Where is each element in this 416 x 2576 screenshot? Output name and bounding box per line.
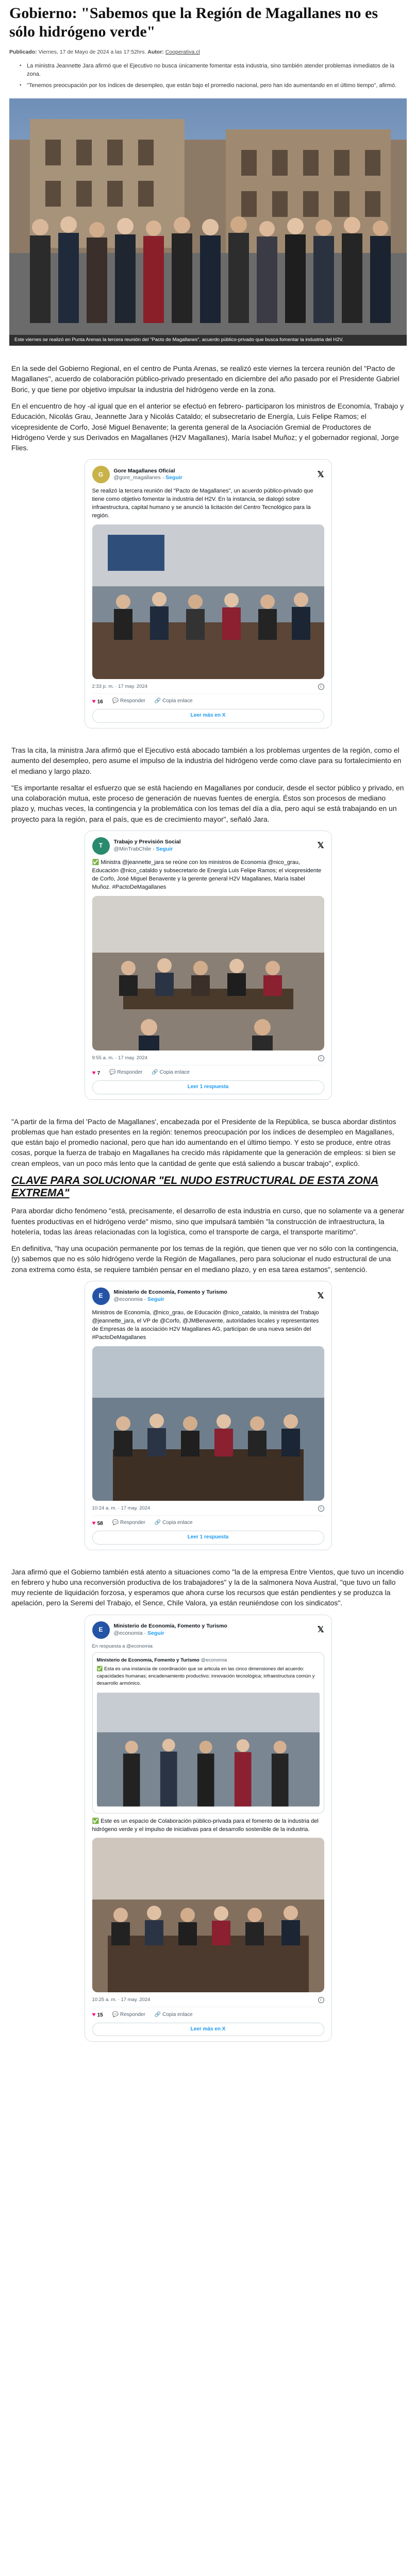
lead-item: ▪ La ministra Jeannette Jara afirmó que el Ejecutivo no busca únicamente fomentar esta industria, sino también atender problemas inmediatos de la zona.: [20, 62, 407, 79]
reply-button[interactable]: [112, 2011, 145, 2019]
link-icon: 🔗: [152, 1070, 160, 1076]
x-logo-icon[interactable]: 𝕏: [317, 841, 324, 851]
x-logo-icon[interactable]: 𝕏: [317, 1292, 324, 1301]
paragraph-6: Para abordar dicho fenómeno "está, precisamente, el desarrollo de esta industria en curso, que no solamente va a generar fuentes productivas en el hidrógeno verde" mismo, sino que impulsará también "la construcción de infraestructura, la hotelería, todas las áreas relacionadas con la logística, como el transporte de carga, el transporte marítimo".: [11, 1207, 405, 1236]
quoted-tweet-header: [97, 1657, 320, 1664]
tweet-author-handle[interactable]: @MinTrabChile: [113, 846, 152, 852]
paragraph-2: En el encuentro de hoy -al igual que en el anterior se efectuó en febrero- participaron los ministros de Economía, Trabajo y Educación, Nicolás Grau, Jeannette Jara y Nicolás Cataldo; el subsecretario de Energía, Luis Felipe Ramos; el vicepresidente de Corfo, José Miguel Benavente; la gerenta general de la Asociación Gremial de Productores de Hidrógeno Verde y sus Derivados en Magallanes (H2V Magallanes), María Isabel Muñoz; y el gobernador regional, Jorge Flies.: [11, 401, 404, 452]
tweet-header: [92, 1621, 324, 1639]
read-more-button[interactable]: Leer más en X: [92, 709, 324, 723]
tweet-timestamp[interactable]: [92, 1055, 324, 1062]
copy-link-button[interactable]: [155, 2011, 193, 2019]
link-icon: 🔗: [154, 698, 163, 704]
meeting-photo-illustration: [97, 1690, 320, 1809]
tweet-author: Ministerio de Economía, Fomento y Turismo @economia · Seguir: [114, 1289, 318, 1303]
follow-button[interactable]: Seguir: [156, 846, 173, 852]
paragraph-3: Tras la cita, la ministra Jara afirmó que el Ejecutivo está abocado también a los problemas urgentes de la región, como el aumento del desempleo, pero asume el impulso de la industria del hidrógeno verde como clave para su fortalecimiento en el mediano y largo plazo.: [11, 745, 402, 775]
tweet-actions: [92, 1515, 324, 1528]
article-lead-list: [9, 62, 407, 90]
tweet-author-name[interactable]: Gore Magallanes Oficial: [113, 467, 175, 474]
read-replies-button[interactable]: Leer 1 respuesta: [92, 1080, 324, 1094]
x-logo-icon[interactable]: 𝕏: [317, 470, 324, 479]
follow-button[interactable]: Seguir: [147, 1296, 164, 1303]
article-meta: [9, 48, 407, 56]
lead-item: ▪ "Tenemos preocupación por los índices de desempleo, que están bajo el promedio nacional, pero han ido aumentando en el último tiempo", afirmó.: [20, 82, 407, 90]
meeting-photo-illustration: [92, 1838, 324, 1992]
reply-label: Responder: [117, 1070, 143, 1076]
like-button[interactable]: [92, 1519, 103, 1528]
meta-author-label: Autor:: [147, 49, 164, 55]
link-icon: 🔗: [154, 1520, 163, 1526]
embedded-tweet[interactable]: [85, 459, 332, 728]
copy-link-button[interactable]: [155, 1519, 193, 1527]
meeting-photo-illustration: [92, 524, 324, 679]
x-logo-icon[interactable]: 𝕏: [317, 1625, 324, 1635]
reply-label: Responder: [120, 2011, 145, 2018]
embedded-tweet[interactable]: [85, 1615, 332, 2042]
tweet-time-text: 10:24 a. m. · 17 may. 2024: [92, 1505, 151, 1511]
quoted-author-name: Ministerio de Economía, Fomento y Turismo: [96, 1657, 199, 1663]
quoted-author-handle: @economia: [201, 1657, 227, 1663]
reply-icon: 💬: [112, 698, 120, 704]
like-count: 58: [97, 1520, 103, 1527]
reply-icon: 💬: [109, 1070, 118, 1076]
tweet-actions: [92, 1065, 324, 1078]
paragraph-1: En la sede del Gobierno Regional, en el centro de Punta Arenas, se realizó este viernes la tercera reunión del "Pacto de Magallanes", acuerdo de colaboración público-privado presentado en diciembre del año pasado por el Presidente Gabriel Boric, y que tiene por objetivo impulsar la industria del hidrógeno verde en la zona.: [11, 364, 400, 394]
meeting-photo-illustration: [92, 896, 324, 1050]
tweet-timestamp[interactable]: [92, 1996, 324, 2004]
paragraph-5: "A partir de la firma del 'Pacto de Magallanes', encabezada por el Presidente de la República, se busca abordar distintos problemas que han estado presentes en la región: tenemos preocupación por los índices de desempleo en Magallanes, que están bajo el promedio nacional, pero que han ido aumentando en el último tiempo. Y esto se produce, entre otras cosas, porque la fuerza de trabajo en Magallanes ha crecido más rápidamente que la generación de empleos: si bien se crean empleos, van un poco más lento que la cantidad de gente que está saliendo a buscar trabajo", explicó.: [11, 1117, 396, 1167]
tweet-time-text: 10:25 a. m. · 17 may. 2024: [92, 1997, 151, 2003]
follow-button[interactable]: Seguir: [165, 474, 182, 481]
tweet-author-name[interactable]: Trabajo y Previsión Social: [113, 839, 181, 845]
article-title: Gobierno: "Sabemos que la Región de Magallanes no es sólo hidrógeno verde": [9, 5, 378, 40]
tweet-author: Ministerio de Economía, Fomento y Turismo @economia · Seguir: [114, 1623, 318, 1637]
heart-icon: ♥: [92, 1069, 96, 1076]
tweet-author-name[interactable]: Ministerio de Economía, Fomento y Turismo: [113, 1623, 227, 1630]
paragraph-7: En definitiva, "hay una ocupación permanente por los temas de la región, que tienen que ver no sólo con la contingencia, (y) sabemos que no es sólo hidrógeno verde la Región de Magallanes, pero para solucionar el nudo estructural de una zona extrema como ésta, se requiere también pensar en el mediano plazo, y en esa tarea estamos", sentenció.: [11, 1244, 398, 1274]
like-count: 7: [97, 1070, 101, 1076]
like-button[interactable]: [92, 1069, 101, 1078]
tweet-actions: [92, 2007, 324, 2020]
tweet-header: [92, 466, 324, 483]
reply-label: Responder: [120, 1520, 145, 1526]
like-count: 16: [97, 699, 103, 705]
tweet-author-handle[interactable]: @economia: [113, 1630, 143, 1636]
embedded-tweet[interactable]: [85, 831, 332, 1100]
paragraph-8: Jara afirmó que el Gobierno también está atento a situaciones como "la de la empresa Entre Vientos, que tuvo un incendio en febrero y hubo una reconversión productiva de los trabajadores" y la de la salmonera Nova Austral, "que tuvo un fallo muy reciente de liquidación forzosa, y esperamos que ahora curse los recursos que están pendientes y se produzca la apelación, pero la Seremi del Trabajo, el Sence, Chile Valora, ya están reuniéndose con los sindicatos".: [11, 1567, 404, 1607]
like-count: 15: [97, 2012, 103, 2019]
copy-label: Copia enlace: [162, 1520, 193, 1526]
tweet-photo[interactable]: [92, 524, 324, 679]
copy-link-button[interactable]: [155, 698, 193, 705]
tweet-author-handle[interactable]: @gore_magallanes: [113, 474, 161, 481]
in-reply-to[interactable]: En respuesta a @economia: [92, 1643, 153, 1649]
tweet-timestamp[interactable]: [92, 683, 324, 690]
quoted-tweet[interactable]: [92, 1652, 324, 1814]
tweet-photo[interactable]: [92, 1346, 324, 1501]
tweet-timestamp[interactable]: [92, 1505, 324, 1512]
tweet-text: Se realizó la tercera reunión del "Pacto de Magallanes", un acuerdo público-privado que tiene como objetivo fomentar la industria del H2V. En la instancia, se dialogó sobre infraestructura, capital humano y se anunció la licitación del Centro Tecnológico para la región.: [92, 488, 313, 519]
reply-button[interactable]: [112, 1519, 145, 1527]
read-replies-button[interactable]: Leer 1 respuesta: [92, 1531, 324, 1545]
tweet-photo[interactable]: [92, 896, 324, 1050]
like-button[interactable]: [92, 2010, 103, 2020]
hero-caption: Este viernes se realizó en Punta Arenas la tercera reunión del "Pacto de Magallanes", acuerdo público-privado que busca fomentar la industria del H2V.: [9, 335, 407, 346]
link-icon: 🔗: [154, 2011, 163, 2018]
reply-icon: 💬: [112, 1520, 120, 1526]
hero-photo: [9, 98, 407, 346]
copy-label: Copia enlace: [162, 2011, 193, 2018]
tweet-author: Trabajo y Previsión Social @MinTrabChile · Seguir: [114, 839, 318, 853]
avatar[interactable]: G: [92, 466, 110, 483]
like-button[interactable]: [92, 697, 103, 706]
avatar[interactable]: E: [92, 1621, 110, 1639]
paragraph-4: "Es importante resaltar el esfuerzo que se está haciendo en Magallanes por conducir, desde el sector público y privado, en una colaboración mutua, este proceso de generación de nuevas fuentes de energía. Éstos son procesos de mediano plazo y, muchas veces, la contingencia y la problemática con los temas del día a día, pero aquí se está trabajando en un proyecto para la región, para el país, que es de crecimiento mayor", señaló Jara.: [11, 783, 404, 823]
copy-label: Copia enlace: [159, 1070, 190, 1076]
heart-icon: ♥: [92, 697, 96, 705]
reply-icon: 💬: [112, 2011, 120, 2018]
avatar[interactable]: E: [92, 1287, 110, 1305]
info-icon[interactable]: i: [318, 1055, 324, 1061]
info-icon[interactable]: i: [318, 1505, 324, 1512]
tweet-author-handle[interactable]: @economia: [113, 1296, 143, 1303]
heart-icon: ♥: [92, 1519, 96, 1527]
tweet-author-name[interactable]: Ministerio de Economía, Fomento y Turismo: [113, 1289, 227, 1296]
avatar[interactable]: T: [92, 837, 110, 855]
tweet-header: [92, 1287, 324, 1305]
tweet-time-text: 2:33 p. m. · 17 may. 2024: [92, 684, 148, 690]
copy-label: Copia enlace: [162, 698, 193, 704]
tweet-author: Gore Magallanes Oficial @gore_magallanes · Seguir: [114, 468, 318, 482]
tweet-actions: [92, 693, 324, 706]
reply-button[interactable]: [112, 698, 145, 705]
heart-icon: ♥: [92, 2011, 96, 2019]
tweet-text: ✅ Ministra @jeannette_jara se reúne con los ministros de Economía @nico_grau, Educación @nico_cataldo y subsecretario de Energía Luis Felipe Ramos; el vicepresidente de Corfo, José Miguel Benavente y la gerente general H2V Magallanes, María Isabel Muñoz. #PactoDeMagallanes: [92, 859, 322, 890]
follow-button[interactable]: Seguir: [147, 1630, 164, 1636]
info-icon[interactable]: i: [318, 1997, 324, 2003]
tweet-header: [92, 837, 324, 855]
quoted-tweet-text: ✅ Esta es una instancia de coordinación que se articula en las cinco dimensiones del acuerdo: capacidades humanas; encadenamiento productivo; innovación tecnológica; infraestructura común y desarrollo armónico.: [96, 1666, 315, 1686]
tweet-text: Ministros de Economía, @nico_grau, de Educación @nico_cataldo, la ministra del Trabajo @jeannette_jara, el VP de @Corfo, @JMBenavente, autoridades locales y representantes de Empresas de la asociación H2V Magallanes AG, participan de una nueva sesión del #PactoDeMagallanes: [92, 1310, 319, 1341]
meeting-photo-illustration: [92, 1346, 324, 1501]
meta-author-link[interactable]: Cooperativa.cl: [165, 49, 200, 55]
info-icon[interactable]: i: [318, 684, 324, 690]
embedded-tweet[interactable]: [85, 1281, 332, 1550]
reply-label: Responder: [120, 698, 145, 704]
reply-button[interactable]: [109, 1069, 142, 1077]
meta-date: Viernes, 17 de Mayo de 2024 a las 17:52hrs.: [38, 49, 146, 55]
tweet-time-text: 9:55 a. m. · 17 may. 2024: [92, 1055, 148, 1061]
quoted-tweet-photo[interactable]: [97, 1690, 320, 1809]
meta-published-label: Publicado:: [9, 49, 37, 55]
group-photo-illustration: [9, 98, 407, 346]
section-heading: CLAVE PARA SOLUCIONAR "EL NUDO ESTRUCTURAL DE ESTA ZONA EXTREMA": [11, 1175, 379, 1199]
tweet-photo[interactable]: [92, 1838, 324, 1992]
copy-link-button[interactable]: [152, 1069, 190, 1077]
tweet-text: ✅ Este es un espacio de Colaboración público-privada para el fomento de la industria del hidrógeno verde y el impulso de iniciativas para el desarrollo sostenible de la industria.: [92, 1818, 319, 1833]
read-more-button[interactable]: Leer más en X: [92, 2023, 324, 2037]
